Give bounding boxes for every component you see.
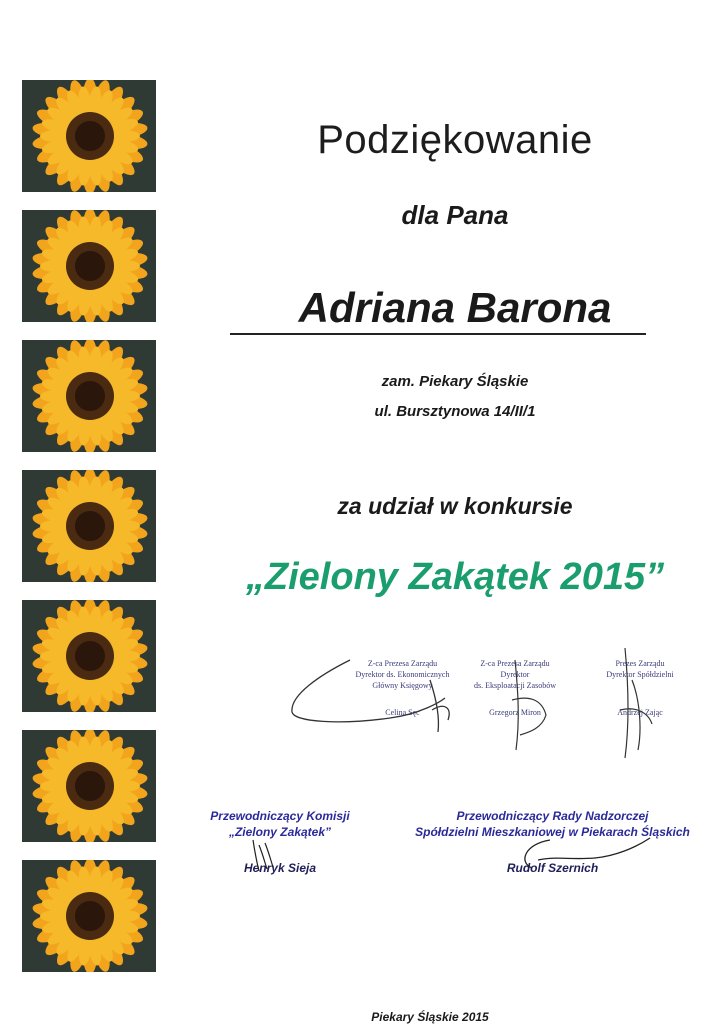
- stamp-name: Andrzej Zając: [617, 708, 663, 717]
- stamp-line: Z-ca Prezesa Zarządu: [480, 659, 550, 668]
- stamp-line: Dyrektor: [500, 670, 530, 679]
- address-line-2: ul. Bursztynowa 14/II/1: [374, 403, 536, 420]
- stamp-line: Dyrektor Spółdzielni: [606, 670, 674, 679]
- recipient-intro: dla Pana: [401, 200, 509, 230]
- stamp-line: ds. Eksploatacji Zasobów: [474, 681, 556, 690]
- stamp-line: Dyrektor ds. Ekonomicznych: [355, 670, 450, 679]
- stamp-line: Główny Księgowy: [372, 681, 433, 690]
- address-line-1: zam. Piekary Śląskie: [381, 373, 529, 390]
- stamp-line: Prezes Zarządu: [615, 659, 665, 668]
- stamp-name: Grzegorz Miron: [489, 708, 541, 717]
- certificate-title: Podziękowanie: [317, 118, 593, 162]
- reason-text: za udział w konkursie: [337, 493, 573, 519]
- signatory-role: „Zielony Zakątek”: [228, 825, 332, 839]
- board-signature: [510, 830, 660, 875]
- sunflower-icon: [22, 80, 156, 192]
- committee-signature: [245, 835, 285, 875]
- recipient-name: Adriana Barona: [298, 284, 612, 331]
- handwritten-signatures: [280, 640, 720, 770]
- sunflower-icon: [22, 600, 156, 712]
- stamp-name: Celina Sęc: [385, 708, 420, 717]
- name-underline: [230, 333, 646, 335]
- sunflower-icon: [22, 340, 156, 452]
- signatory-role: Przewodniczący Rady Nadzorczej: [456, 809, 649, 823]
- signatory-name: Henryk Sieja: [243, 861, 317, 875]
- sunflower-icon: [22, 730, 156, 842]
- sunflower-icon: [22, 860, 156, 972]
- contest-name: „Zielony Zakątek 2015”: [245, 556, 665, 598]
- signatory-role: Przewodniczący Komisji: [210, 809, 350, 823]
- sunflower-icon: [22, 470, 156, 582]
- sunflower-icon: [22, 210, 156, 322]
- signatory-role: Spółdzielni Mieszkaniowej w Piekarach Śląskich: [415, 825, 690, 839]
- signatory-name: Rudolf Szernich: [506, 861, 599, 875]
- stamp-line: Z-ca Prezesa Zarządu: [367, 659, 438, 668]
- place-and-date: Piekary Śląskie 2015: [371, 1010, 489, 1024]
